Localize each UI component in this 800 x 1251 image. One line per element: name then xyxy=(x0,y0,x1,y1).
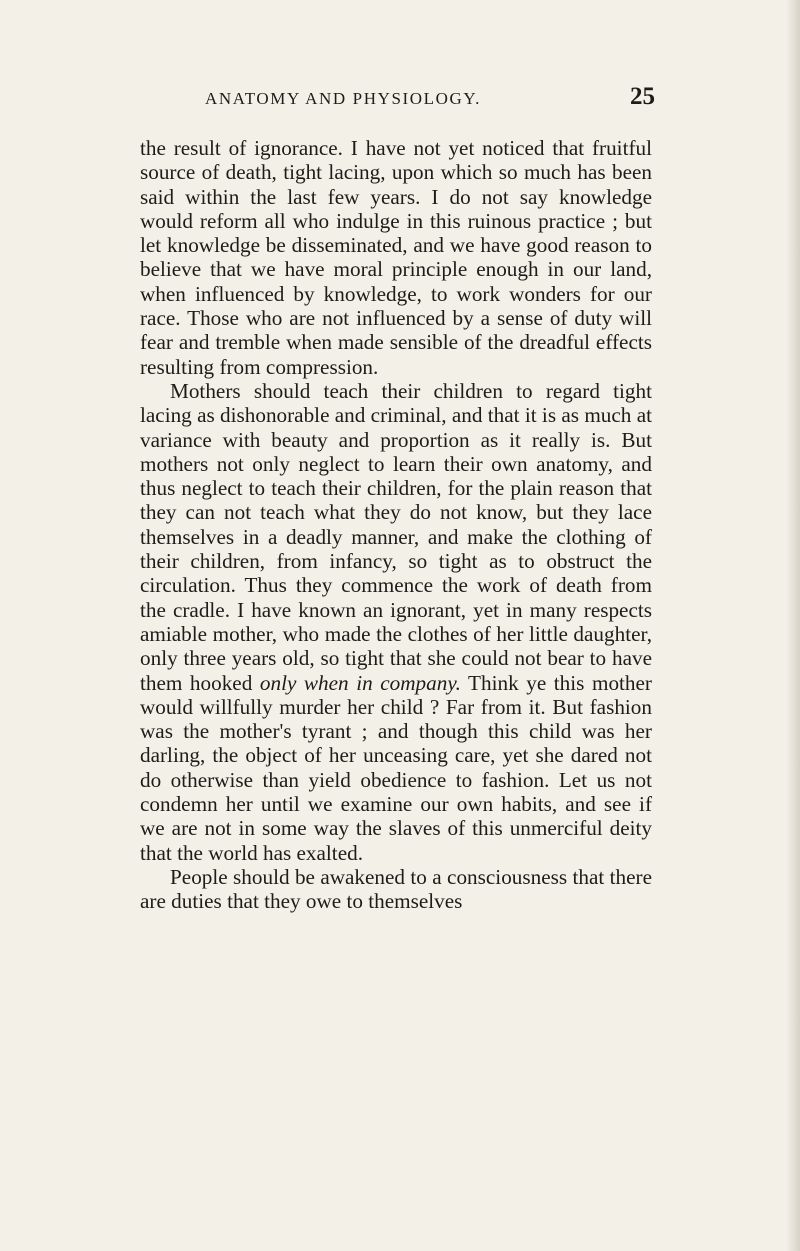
page-edge-shadow xyxy=(786,0,800,1251)
paragraph-3 xyxy=(140,865,652,914)
paragraph-3-text: People should be awakened to a consciousness that there are duties that they owe to themselves xyxy=(140,864,652,914)
paragraph-2-text-end: Think ye this mother would willfully murder her child ? Far from it. But fashion was the mother's tyrant ; and though this child was her darling, the object of her unceasing care, yet she dared not do otherwise than yield obedience to fashion. Let us not condemn her until we examine our own habits, and see if we are not in some way the slaves of this unmerciful deity that the world has exalted. xyxy=(140,670,652,865)
running-head: ANATOMY AND PHYSIOLOGY. xyxy=(205,89,481,108)
paragraph-1 xyxy=(140,136,652,379)
body-text xyxy=(140,136,652,1136)
paragraph-1-text: the result of ignorance. I have not yet noticed that fruitful source of death, tight lacing, upon which so much has been said within the last few years. I do not say knowledge would reform all who indulge in this ruinous practice ; but let knowledge be disseminated, and we have good reason to believe that we have moral principle enough in our land, when influenced by knowledge, to work wonders for our race. Those who are not influenced by a sense of duty will fear and tremble when made sensible of the dreadful effects resulting from compression. xyxy=(140,136,652,379)
paragraph-2 xyxy=(140,379,652,865)
paragraph-2-text-start: Mothers should teach their children to regard tight lacing as dishonorable and criminal, and that it is as much at variance with beauty and proportion as it really is. But mothers not only neglect to learn their own anatomy, and thus neglect to teach their children, for the plain reason that they can not teach what they do not know, but they lace themselves in a deadly manner, and make the clothing of their children, from infancy, so tight as to obstruct the circulation. Thus they commence the work of death from the cradle. I have known an ignorant, yet in many respects amiable mother, who made the clothes of her little daughter, only three years old, so tight that she could not bear to have them hooked xyxy=(140,378,652,695)
page-header xyxy=(205,83,655,119)
paragraph-2-emphasis: only when in company. xyxy=(259,670,461,695)
page-number: 25 xyxy=(630,83,655,110)
